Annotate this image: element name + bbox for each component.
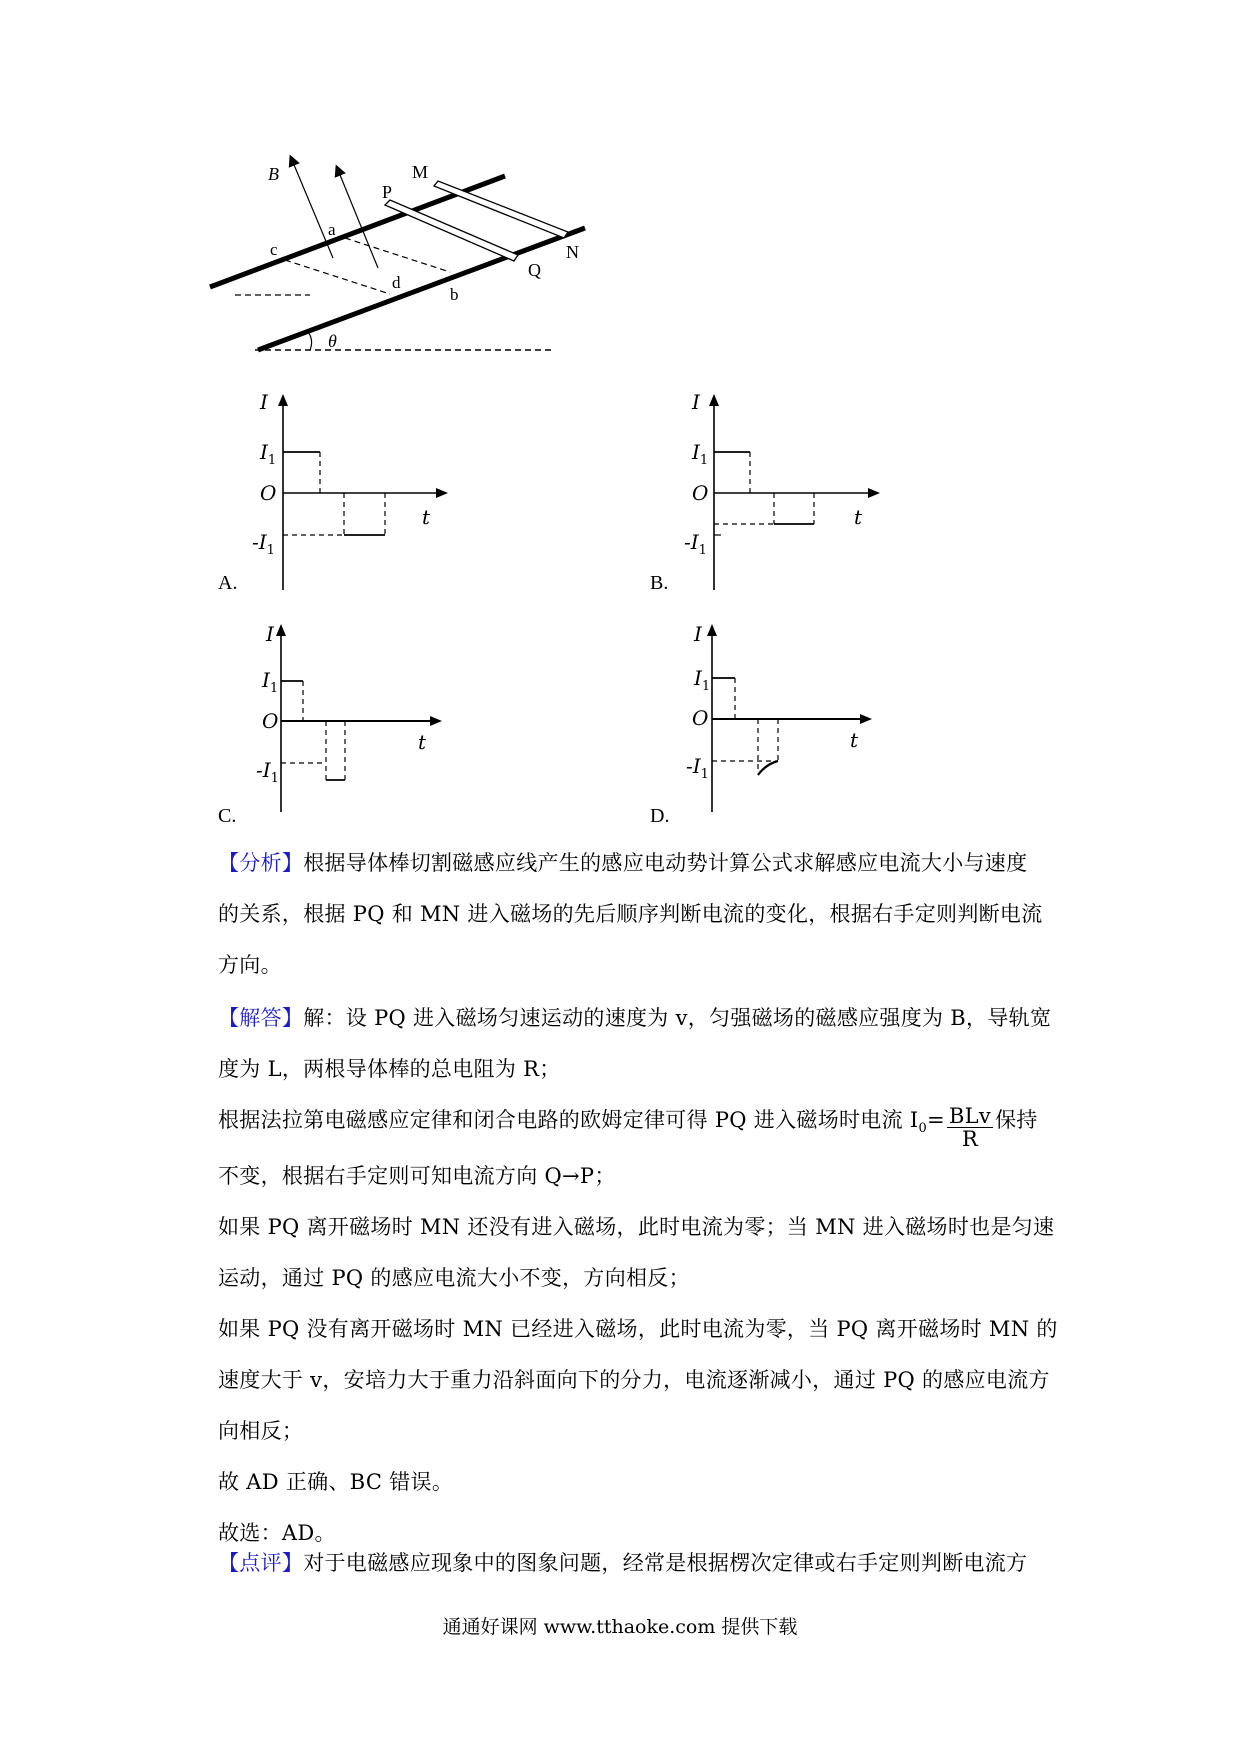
neg-tick-label: $-I_1$ [256, 758, 279, 786]
solution-formula-line: 根据法拉第电磁感应定律和闭合电路的欧姆定律可得 PQ 进入磁场时电流 $I_0=$ $\frac{\text{BLv}}{R}$ 保持 [218, 1104, 1038, 1151]
analysis-section [218, 838, 1058, 991]
graph-b [652, 390, 912, 600]
origin-label: O [262, 709, 279, 733]
solution-line: 向相反； [218, 1419, 304, 1443]
axis-y-label: I [694, 622, 702, 646]
label-theta: θ [328, 331, 337, 351]
solution-line: 度为 L，两根导体棒的总电阻为 R； [218, 1057, 561, 1081]
origin-label: O [692, 706, 709, 730]
page-footer: 通通好课网 www.tthaoke.com 提供下载 [442, 1616, 798, 1638]
analysis-line: 方向。 [218, 953, 282, 977]
axis-y-label: I [266, 622, 274, 646]
solution-line: 运动，通过 PQ 的感应电流大小不变，方向相反； [218, 1266, 690, 1290]
option-b [652, 390, 912, 600]
neg-tick-label: $-I_1$ [686, 754, 709, 782]
origin-label: O [260, 481, 277, 505]
origin-label: O [692, 481, 709, 505]
comment-line: 对于电磁感应现象中的图象问题，经常是根据楞次定律或右手定则判断电流方 [303, 1551, 1028, 1575]
solution-line: 故 AD 正确、BC 错误。 [218, 1470, 454, 1494]
solution-line: 不变，根据右手定则可知电流方向 Q→P； [218, 1164, 616, 1188]
neg-tick-label: $-I_1$ [684, 530, 707, 558]
graph-c [210, 620, 470, 830]
current-formula-fraction: $\frac{\text{BLv}}{R}$ [948, 1104, 992, 1151]
option-a [210, 390, 470, 600]
label-d: d [392, 273, 401, 292]
option-d [650, 620, 910, 830]
option-a-label[interactable]: A. [218, 572, 238, 594]
comment-tag: 【点评】 [218, 1551, 304, 1575]
pos-tick-label: $I_1$ [694, 666, 711, 694]
label-B: B [268, 164, 279, 184]
label-M: M [412, 162, 429, 182]
axis-x-label: t [854, 505, 863, 529]
neg-tick-label: $-I_1$ [252, 530, 275, 558]
analysis-line: 根据导体棒切割磁感应线产生的感应电动势计算公式求解感应电流大小与速度 [303, 851, 1028, 875]
option-c-label[interactable]: C. [218, 805, 237, 827]
analysis-tag: 【分析】 [218, 851, 304, 875]
option-c [210, 620, 470, 830]
solution-section [218, 993, 1058, 1559]
pos-tick-label: $I_1$ [692, 440, 709, 468]
label-a: a [328, 220, 336, 239]
solution-line: 速度大于 v，安培力大于重力沿斜面向下的分力，电流逐渐减小，通过 PQ 的感应电流方 [218, 1368, 1050, 1392]
label-N: N [566, 242, 579, 262]
option-d-label[interactable]: D. [650, 805, 670, 827]
axis-x-label: t [418, 730, 427, 754]
incline-rails-diagram [200, 150, 620, 380]
solution-line: 解：设 PQ 进入磁场匀速运动的速度为 v，匀强磁场的磁感应强度为 B，导轨宽 [303, 1006, 1052, 1030]
label-Q: Q [528, 260, 541, 280]
pos-tick-label: $I_1$ [260, 440, 277, 468]
solution-line: 如果 PQ 没有离开磁场时 MN 已经进入磁场，此时电流为零，当 PQ 离开磁场时 MN 的 [218, 1317, 1058, 1341]
label-c: c [270, 240, 278, 259]
graph-d [650, 620, 910, 830]
axis-y-label: I [692, 390, 700, 414]
solution-tag: 【解答】 [218, 1006, 304, 1030]
axis-x-label: t [850, 728, 859, 752]
axis-y-label: I [260, 390, 268, 414]
analysis-line: 的关系，根据 PQ 和 MN 进入磁场的先后顺序判断电流的变化，根据右手定则判断电流 [218, 902, 1043, 926]
axis-x-label: t [422, 505, 431, 529]
label-b: b [450, 285, 459, 304]
pos-tick-label: $I_1$ [262, 668, 279, 696]
comment-section [218, 1538, 1058, 1589]
label-P: P [382, 182, 393, 202]
solution-line: 如果 PQ 离开磁场时 MN 还没有进入磁场，此时电流为零；当 MN 进入磁场时也是匀速 [218, 1215, 1055, 1239]
graph-a [210, 390, 470, 600]
option-b-label[interactable]: B. [650, 572, 669, 594]
solution-answer: 故选：AD。 [218, 1521, 336, 1545]
